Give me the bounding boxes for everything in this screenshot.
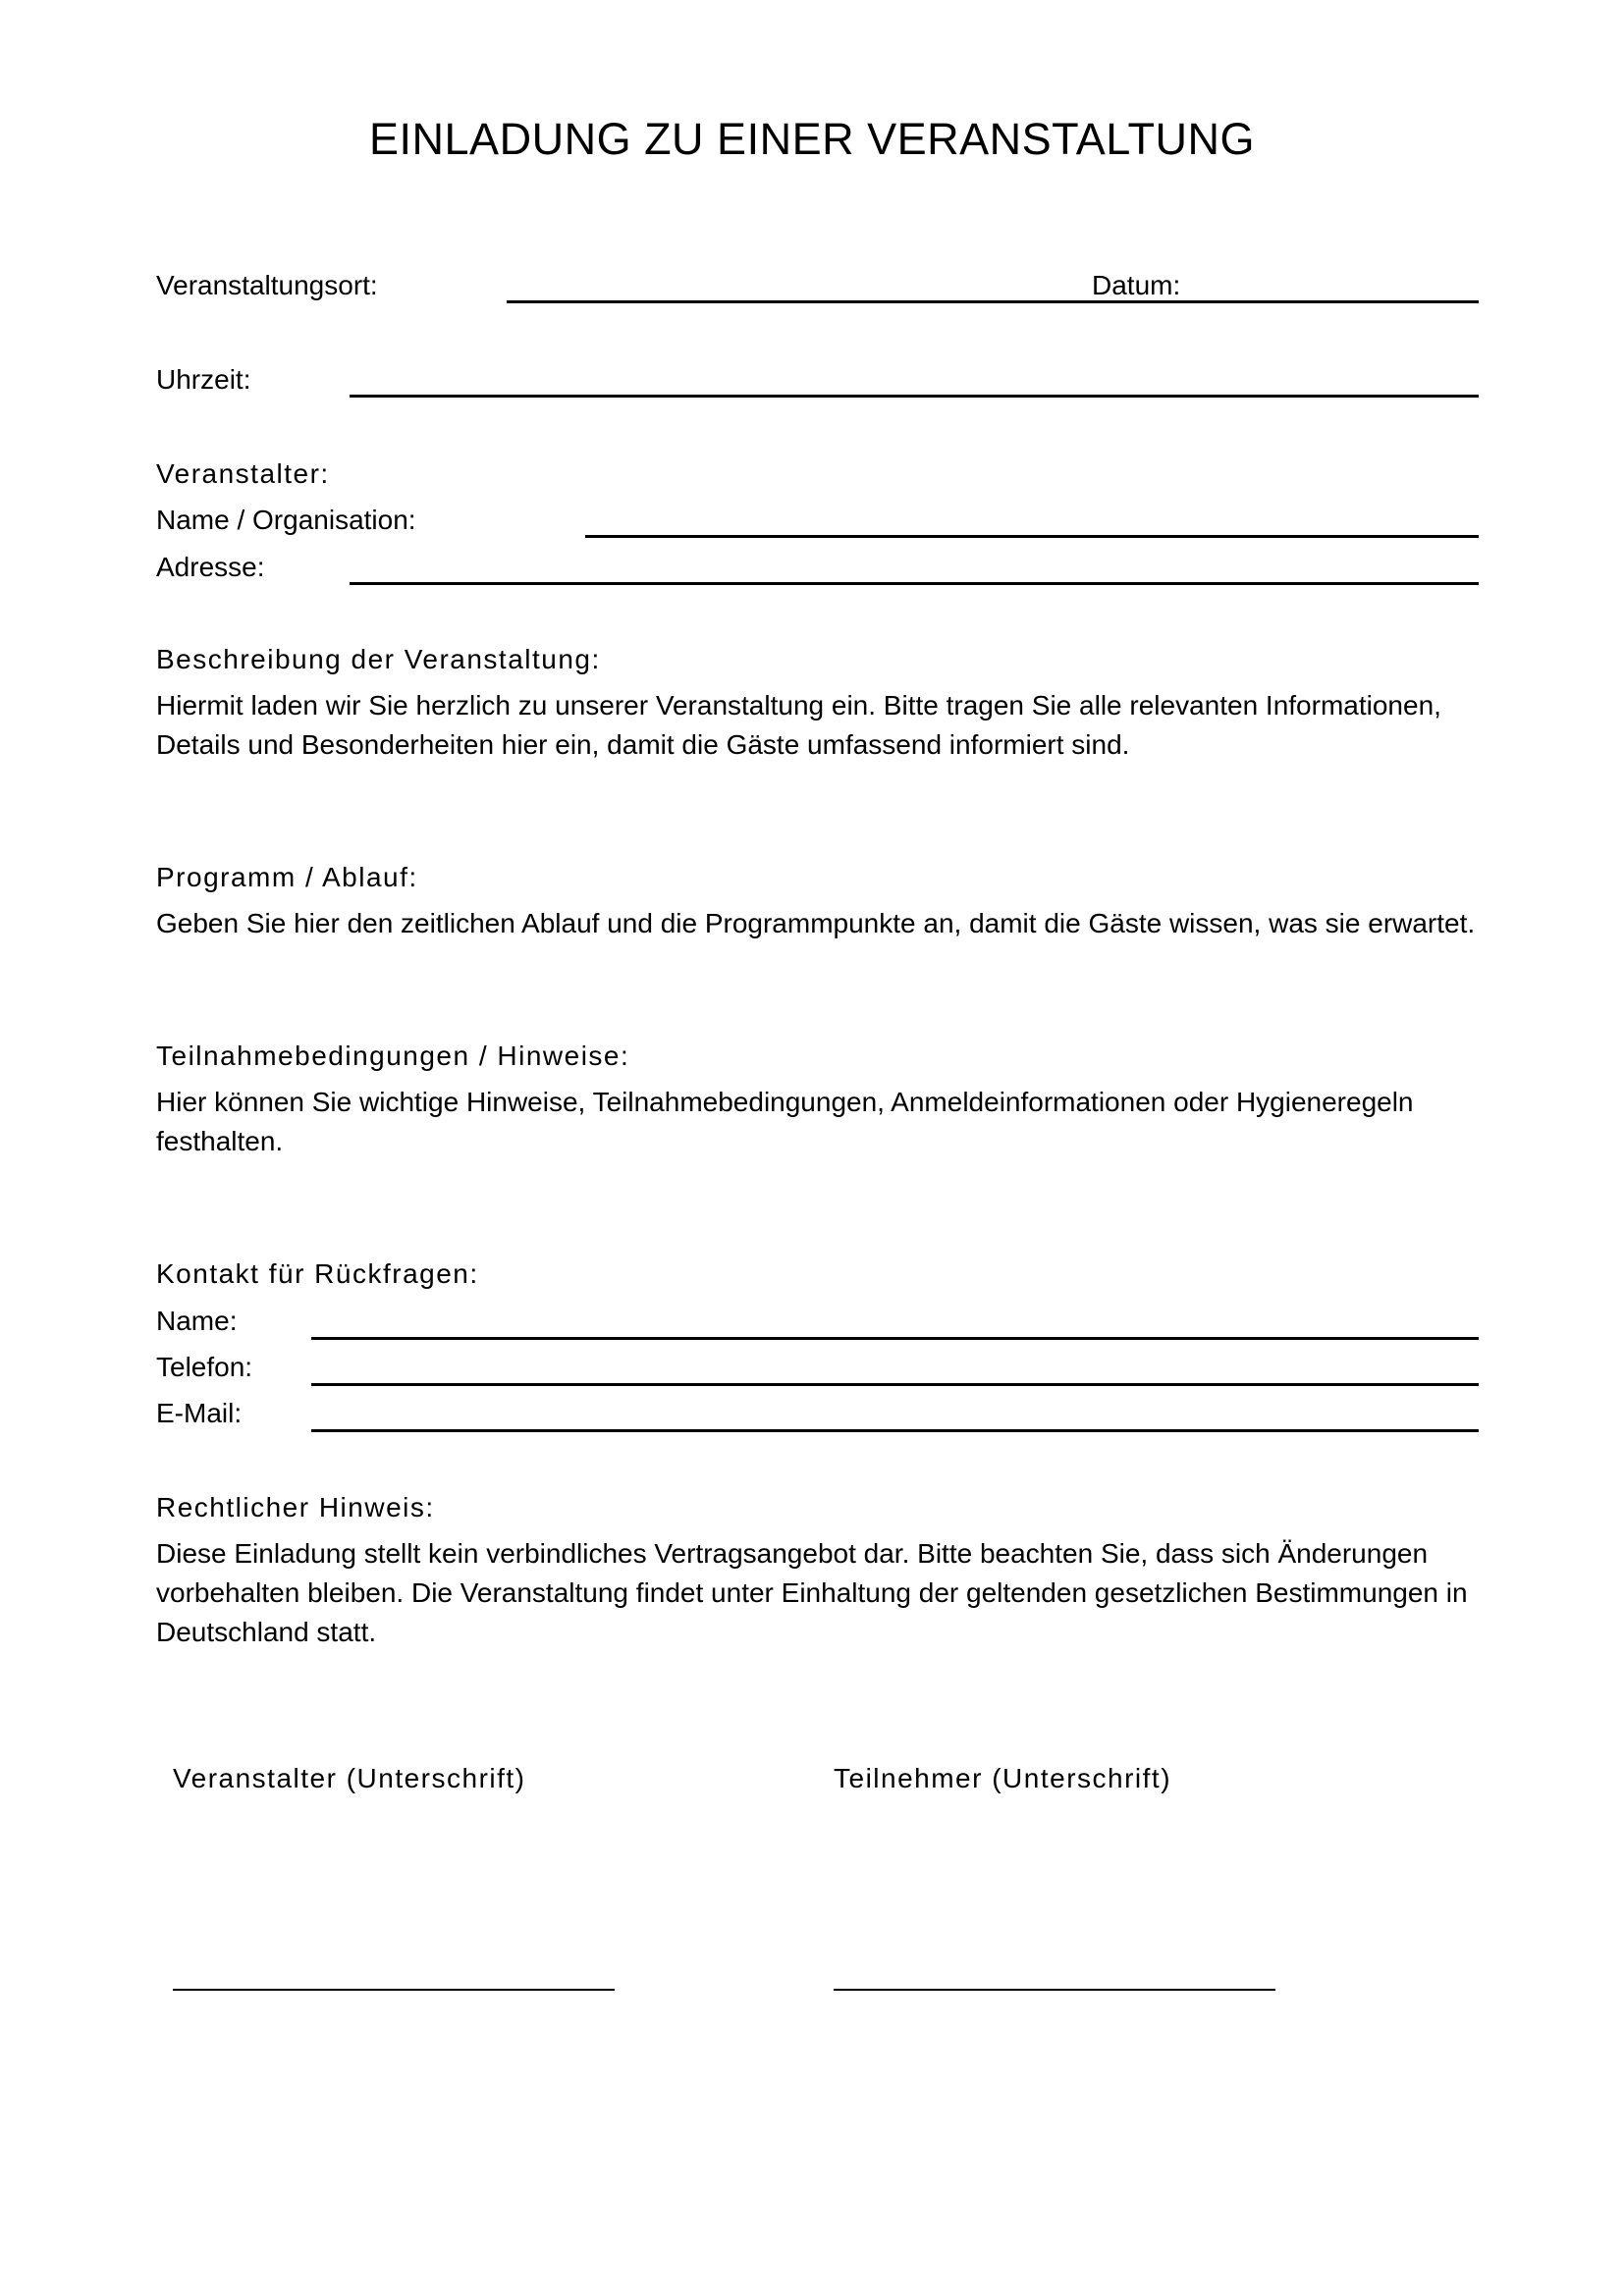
teilnehmer-signature-label: Teilnehmer (Unterschrift) <box>834 1763 1172 1793</box>
kontakt-telefon-label: Telefon: <box>156 1352 253 1382</box>
programm-heading: Programm / Ablauf: <box>156 862 418 892</box>
programm-text: Geben Sie hier den zeitlichen Ablauf und die Programmpunkte an, damit die Gäste wissen, was sie erwartet. <box>156 908 1476 938</box>
veranstalter-signature-line[interactable] <box>173 1989 615 1991</box>
rechtlich-heading: Rechtlicher Hinweis: <box>156 1492 435 1522</box>
kontakt-name-label: Name: <box>156 1306 238 1336</box>
page-title: EINLADUNG ZU EINER VERANSTALTUNG <box>369 114 1255 164</box>
kontakt-heading: Kontakt für Rückfragen: <box>156 1258 479 1289</box>
veranstalter-heading: Veranstalter: <box>156 458 330 489</box>
kontakt-telefon-input-line[interactable] <box>311 1383 1479 1386</box>
teilnehmer-signature-line[interactable] <box>834 1989 1275 1991</box>
beschreibung-heading: Beschreibung der Veranstaltung: <box>156 644 601 674</box>
uhrzeit-input-line[interactable] <box>350 395 1479 398</box>
kontakt-email-input-line[interactable] <box>311 1429 1479 1432</box>
datum-label: Datum: <box>1092 270 1181 300</box>
veranstalter-signature-label: Veranstalter (Unterschrift) <box>173 1763 526 1793</box>
veranstalter-name-input-line[interactable] <box>585 535 1479 538</box>
uhrzeit-label: Uhrzeit: <box>156 364 251 395</box>
veranstaltungsort-label: Veranstaltungsort: <box>156 270 378 300</box>
veranstalter-adresse-input-line[interactable] <box>350 582 1479 585</box>
kontakt-name-input-line[interactable] <box>311 1337 1479 1340</box>
beschreibung-text: Hiermit laden wir Sie herzlich zu unserer Veranstaltung ein. Bitte tragen Sie alle relevanten Informationen, Details und Besonderheiten hier ein, damit die Gäste umfassend informiert sind. <box>156 690 1441 760</box>
veranstalter-adresse-label: Adresse: <box>156 552 265 582</box>
veranstaltungsort-input-line[interactable] <box>507 300 1479 303</box>
teilnahme-heading: Teilnahmebedingungen / Hinweise: <box>156 1041 630 1071</box>
teilnahme-text: Hier können Sie wichtige Hinweise, Teilnahmebedingungen, Anmeldeinformationen oder Hygieneregeln festhalten. <box>156 1087 1414 1156</box>
veranstalter-name-label: Name / Organisation: <box>156 505 416 535</box>
kontakt-email-label: E-Mail: <box>156 1398 243 1428</box>
rechtlich-text: Diese Einladung stellt kein verbindliches Vertragsangebot dar. Bitte beachten Sie, dass sich Änderungen vorbehalten bleiben. Die Veranstaltung findet unter Einhaltung der geltenden gesetzlichen Bestimmungen in Deutschland statt. <box>156 1538 1468 1647</box>
